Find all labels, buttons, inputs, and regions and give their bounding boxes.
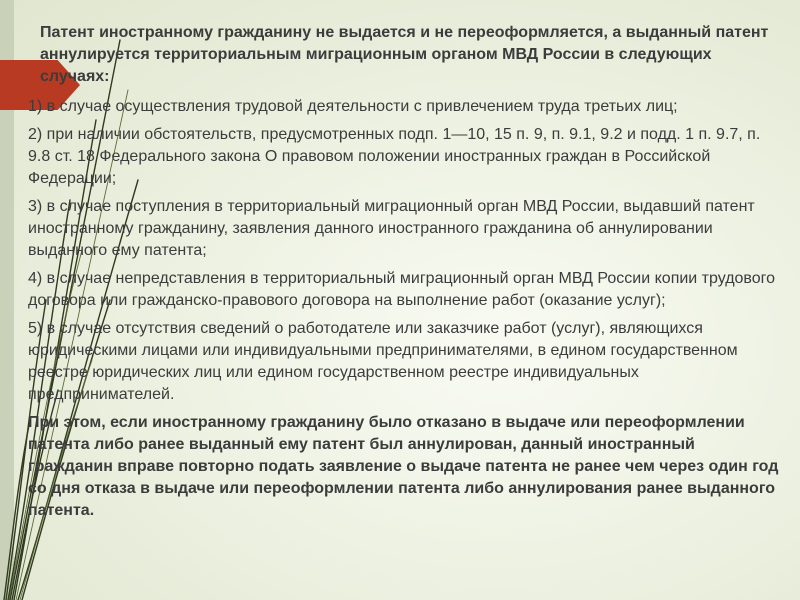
- list-item: 5) в случае отсутствия сведений о работодателе или заказчике работ (услуг), являющихся юридическими лицами или индивидуальными предпринимателями, в едином государственном реестре юридических лиц или едином государственном реестре индивидуальных предпринимателей.: [28, 320, 738, 403]
- final-note: При этом, если иностранному гражданину было отказано в выдаче или переоформлении патента либо ранее выданный ему патент был аннулирован, данный иностранный гражданин вправе повторно подать заявление о выдаче патента не ранее чем через один год со дня отказа в выдаче или переоформлении патента либо аннулирования ранее выданного патента.: [28, 414, 779, 519]
- content: [28, 22, 784, 528]
- list-item: 4) в случае непредставления в территориальный миграционный орган МВД России копии трудового договора или гражданско-правового договора на выполнение работ (оказание услуг);: [28, 270, 776, 309]
- list-item: 2) при наличии обстоятельств, предусмотренных подп. 1—10, 15 п. 9, п. 9.1, 9.2 и подд. 1 п. 9.7, п. 9.8 ст. 18 Федерального закона О правовом положении иностранных граждан в Российской Федерации;: [28, 126, 761, 187]
- list-item: 3) в случае поступления в территориальный миграционный орган МВД России, выдавший патент иностранному гражданину, заявления данного иностранного гражданина об аннулировании выданного ему патента;: [28, 198, 755, 259]
- heading: Патент иностранному гражданину не выдается и не переоформляется, а выданный патент аннулируется территориальным миграционным органом МВД России в следующих случаях:: [40, 24, 769, 85]
- list-item: 1) в случае осуществления трудовой деятельности с привлечением труда третьих лиц;: [28, 98, 678, 115]
